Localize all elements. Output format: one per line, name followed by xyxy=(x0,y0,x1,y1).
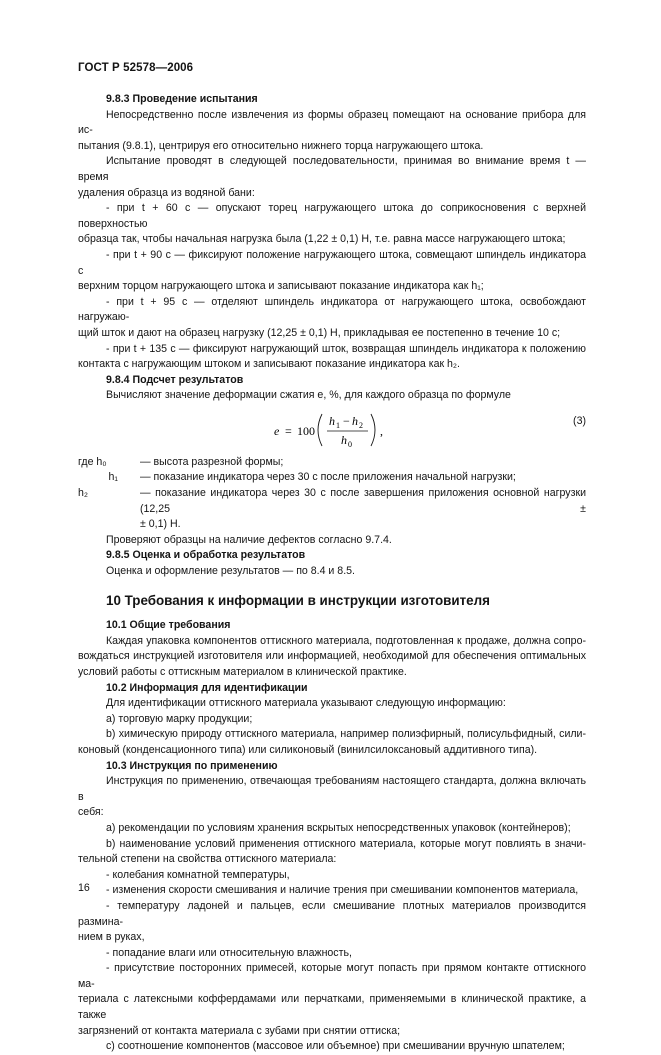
definition-text: — показание индикатора через 30 с после завершения приложения основной нагрузки (12,25 ± xyxy=(140,487,586,515)
list-item: с) соотношение компонентов (массовое или объемное) при смешивании вручную шпателем; xyxy=(106,1040,565,1053)
formula-num-a: h xyxy=(329,413,335,428)
paragraph-line: Для идентификации оттискного материала указывают следующую информацию: xyxy=(106,697,506,710)
paragraph-line: Непосредственно после извлечения из формы образец помещают на основание прибора для ис- xyxy=(78,108,586,137)
formula-svg xyxy=(78,408,586,452)
list-item-cont: нием в руках, xyxy=(78,931,145,944)
formula-den: h xyxy=(341,432,347,447)
definition-text: — показание индикатора через 30 с после приложения начальной нагрузки; xyxy=(140,471,516,484)
list-item: b) химическую природу оттискного материала, например полиэфирный, полисульфидный, сили- xyxy=(106,728,586,741)
formula-den-sub: 0 xyxy=(348,439,352,449)
page-content xyxy=(78,92,586,1055)
section-heading: 10.1 Общие требования xyxy=(106,619,231,632)
section-heading: 9.8.4 Подсчет результатов xyxy=(106,373,244,386)
section-heading: 9.8.3 Проведение испытания xyxy=(106,93,258,105)
definition-label: h₁ xyxy=(108,471,118,484)
list-item: - при t + 95 с — отделяют шпиндель индикатора от нагружающего штока, освобождают нагружаю- xyxy=(78,295,586,324)
paragraph-line: Проверяют образцы на наличие дефектов согласно 9.7.4. xyxy=(106,533,392,546)
definitions-list xyxy=(78,455,586,533)
formula-minus: − xyxy=(343,413,350,428)
list-item: - при t + 135 с — фиксируют нагружающий шток, возвращая шпиндель индикатора к положению xyxy=(106,342,586,355)
list-item: - колебания комнатной температуры, xyxy=(106,868,290,881)
list-item-cont: контакта с нагружающим штоком и записывают показание индикатора как h₂. xyxy=(78,358,460,371)
list-item: - температуру ладоней и пальцев, если смешивание плотных материалов производится размина- xyxy=(78,899,586,928)
paragraph-line: Каждая упаковка компонентов оттискного материала, подготовленная к продаже, должна сопро- xyxy=(106,634,586,647)
paragraph-line: Оценка и оформление результатов — по 8.4 и 8.5. xyxy=(106,565,355,578)
list-item: а) рекомендации по условиям хранения вскрытых непосредственных упаковок (контейнеров); xyxy=(106,821,571,834)
list-item-cont: верхним торцом нагружающего штока и записывают показание индикатора как h₁; xyxy=(78,280,484,293)
formula-coef: 100 xyxy=(297,423,315,438)
formula-num-b: h xyxy=(352,413,358,428)
formula-eq: = xyxy=(285,423,292,438)
section-heading: 10.2 Информация для идентификации xyxy=(106,681,308,694)
chapter-heading: 10 Требования к информации в инструкции изготовителя xyxy=(106,592,490,608)
formula-num-b-sub: 2 xyxy=(359,420,363,430)
paragraph-line: вождаться инструкцией изготовителя или информацией, необходимой для обеспечения оптимальных xyxy=(78,650,586,663)
formula-3 xyxy=(78,408,586,452)
definition-row xyxy=(78,470,586,486)
definition-label: h₂ xyxy=(78,487,89,500)
definition-text: — высота разрезной формы; xyxy=(140,455,284,468)
definition-label: где h₀ xyxy=(78,455,107,468)
list-item-cont: териала с латексными коффердамами или перчатками, применяемыми в клинической практике, а также xyxy=(78,993,586,1022)
list-item-cont: образца так, чтобы начальная нагрузка была (1,22 ± 0,1) Н, т.е. равна массе нагружающего штока; xyxy=(78,233,566,246)
list-item: - при t + 90 с — фиксируют положение нагружающего штока, совмещают шпиндель индикатора с xyxy=(78,248,586,277)
paren-left xyxy=(318,414,322,446)
section-heading: 9.8.5 Оценка и обработка результатов xyxy=(106,549,306,562)
list-item: - при t + 60 с — опускают торец нагружающего штока до соприкосновения с верхней поверхностью xyxy=(78,202,586,230)
list-item: - изменения скорости смешивания и наличие трения при смешивании компонентов материала, xyxy=(106,884,579,897)
formula-tail: , xyxy=(380,423,383,438)
list-item-cont: коновый (конденсационного типа) или силиконовый (винилсилоксановый аддитивного типа). xyxy=(78,743,538,756)
paragraph-line: Вычисляют значение деформации сжатия e, %, для каждого образца по формуле xyxy=(106,389,511,402)
paragraph-line: пытания (9.8.1), центрируя его относительно нижнего торца нагружающего штока. xyxy=(78,139,484,152)
formula-number: (3) xyxy=(573,414,586,427)
definition-row xyxy=(78,486,586,517)
formula-lhs: e xyxy=(274,423,280,438)
page-number: 16 xyxy=(78,882,90,894)
page-header: ГОСТ Р 52578—2006 xyxy=(78,62,194,74)
list-item: - присутствие посторонних примесей, которые могут попасть при прямом контакте оттискного ма- xyxy=(78,962,586,990)
paren-right xyxy=(371,414,375,446)
paragraph-line: удаления образца из водяной бани: xyxy=(78,186,255,199)
paragraph-line: Испытание проводят в следующей последовательности, принимая во внимание время t — время xyxy=(78,155,586,183)
definition-row-cont: ± 0,1) Н. xyxy=(140,518,181,531)
paragraph-line: себя: xyxy=(78,806,104,819)
list-item-cont: щий шток и дают на образец нагрузку (12,25 ± 0,1) Н, прикладывая ее постепенно в течение 10 с; xyxy=(78,326,561,339)
list-item-cont: загрязнений от контакта материала с зубами при снятии оттиска; xyxy=(78,1024,401,1037)
paragraph-line: условий работы с оттискным материалом в клинической практике. xyxy=(78,666,407,678)
definition-row xyxy=(78,455,586,471)
list-item: а) торговую марку продукции; xyxy=(106,712,253,725)
formula-num-a-sub: 1 xyxy=(336,420,340,430)
section-heading: 10.3 Инструкция по применению xyxy=(106,759,278,772)
paragraph-line: Инструкция по применению, отвечающая требованиям настоящего стандарта, должна включать в xyxy=(78,775,586,803)
list-item: b) наименование условий применения оттискного материала, которые могут повлиять в значи- xyxy=(106,837,586,850)
list-item-cont: тельной степени на свойства оттискного материала: xyxy=(78,853,337,866)
list-item: - попадание влаги или относительную влажность, xyxy=(106,946,352,959)
